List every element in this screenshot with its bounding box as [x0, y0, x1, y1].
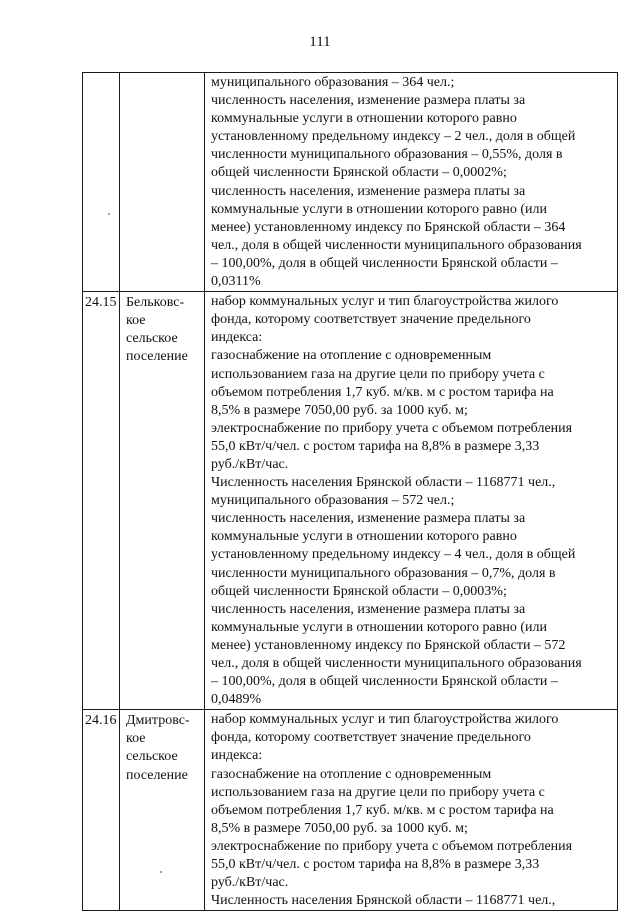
- description-line: общей численности Брянской области – 0,0002%;: [211, 165, 507, 181]
- description-line: коммунальные услуги в отношении которого равно: [211, 529, 517, 545]
- row-number-cell: [83, 292, 120, 710]
- row-number: 24.15: [85, 295, 117, 311]
- description-line: 55,0 кВт/ч/чел. с ростом тарифа на 8,8% в размере 3,33: [211, 438, 540, 454]
- description-line: использованием газа на другие цели по прибору учета с: [211, 366, 545, 382]
- description-text: [205, 710, 617, 910]
- description-line: использованием газа на другие цели по прибору учета с: [211, 784, 545, 800]
- description-text: [205, 292, 617, 709]
- table-row-24-16: [83, 710, 618, 911]
- municipality-name-line: кое: [126, 313, 146, 329]
- scan-speck: [160, 871, 162, 873]
- municipality-name-cell: [120, 710, 205, 911]
- description-line: набор коммунальных услуг и тип благоустройства жилого: [211, 294, 559, 310]
- description-line: Численность населения Брянской области – 1168771 чел.,: [211, 893, 556, 909]
- table-row-24-15: [83, 292, 618, 710]
- description-line: руб./кВт/час.: [211, 456, 289, 472]
- description-line: газоснабжение на отопление с одновременным: [211, 348, 492, 364]
- municipality-name-line: кое: [126, 731, 146, 747]
- description-line: муниципального образования – 364 чел.;: [211, 75, 455, 90]
- municipality-name: [120, 710, 204, 784]
- row-number: 24.16: [85, 713, 117, 729]
- description-cell: [205, 73, 618, 292]
- municipality-name: [120, 292, 204, 366]
- municipality-name-line: поселение: [126, 767, 188, 783]
- description-cell: [205, 710, 618, 911]
- page-number: 111: [309, 34, 331, 50]
- description-line: объемом потребления 1,7 куб. м/кв. м с ростом тарифа на: [211, 384, 554, 400]
- description-line: чел., доля в общей численности муниципального образования: [211, 237, 582, 253]
- description-line: – 100,00%, доля в общей численности Брянской области –: [211, 674, 558, 690]
- scan-speck: [108, 213, 110, 215]
- description-line: 8,5% в размере 7050,00 руб. за 1000 куб. м;: [211, 820, 468, 836]
- description-line: менее) установленному индексу по Брянской области – 364: [211, 219, 566, 235]
- description-line: 0,0311%: [211, 274, 261, 290]
- row-number: [83, 73, 119, 75]
- description-text: [205, 73, 617, 291]
- description-line: руб./кВт/час.: [211, 875, 289, 891]
- description-line: коммунальные услуги в отношении которого равно (или: [211, 619, 547, 635]
- limit-index-table: [82, 72, 618, 911]
- description-line: фонда, которому соответствует значение предельного: [211, 312, 531, 328]
- table-row-continuation: [83, 73, 618, 292]
- description-line: индекса:: [211, 330, 263, 346]
- description-line: муниципального образования – 572 чел.;: [211, 493, 455, 509]
- description-line: численность населения, изменение размера платы за: [211, 183, 526, 199]
- row-number-cell: [83, 710, 120, 911]
- municipality-name-line: сельское: [126, 331, 178, 347]
- description-line: численности муниципального образования – 0,7%, доля в: [211, 565, 556, 581]
- description-line: численность населения, изменение размера платы за: [211, 601, 526, 617]
- municipality-name-cell: [120, 292, 205, 710]
- description-line: Численность населения Брянской области – 1168771 чел.,: [211, 475, 556, 491]
- description-line: чел., доля в общей численности муниципального образования: [211, 656, 582, 671]
- description-line: установленному предельному индексу – 2 чел., доля в общей: [211, 129, 576, 145]
- description-line: 8,5% в размере 7050,00 руб. за 1000 куб. м;: [211, 402, 468, 418]
- description-line: установленному предельному индексу – 4 чел., доля в общей: [211, 547, 576, 563]
- description-line: численность населения, изменение размера платы за: [211, 93, 526, 109]
- description-line: 55,0 кВт/ч/чел. с ростом тарифа на 8,8% в размере 3,33: [211, 857, 540, 873]
- description-line: численности муниципального образования – 0,55%, доля в: [211, 147, 563, 163]
- description-cell: [205, 292, 618, 710]
- description-line: индекса:: [211, 748, 263, 764]
- municipality-name-cell: [120, 73, 205, 292]
- municipality-name-line: Дмитровс-: [126, 713, 190, 729]
- municipality-name-line: Бельковс-: [126, 295, 185, 311]
- row-number-cell: [83, 73, 120, 292]
- description-line: коммунальные услуги в отношении которого равно (или: [211, 201, 547, 217]
- description-line: менее) установленному индексу по Брянской области – 572: [211, 637, 566, 653]
- description-line: численность населения, изменение размера платы за: [211, 511, 526, 527]
- description-line: электроснабжение по прибору учета с объемом потребления: [211, 838, 573, 854]
- municipality-name-line: поселение: [126, 349, 188, 365]
- description-line: газоснабжение на отопление с одновременным: [211, 766, 492, 782]
- description-line: электроснабжение по прибору учета с объемом потребления: [211, 420, 573, 436]
- description-line: общей численности Брянской области – 0,0003%;: [211, 583, 507, 599]
- description-line: коммунальные услуги в отношении которого равно: [211, 111, 517, 127]
- municipality-name-line: сельское: [126, 749, 178, 765]
- description-line: объемом потребления 1,7 куб. м/кв. м с ростом тарифа на: [211, 802, 554, 818]
- description-line: набор коммунальных услуг и тип благоустройства жилого: [211, 712, 559, 728]
- description-line: фонда, которому соответствует значение предельного: [211, 730, 531, 746]
- description-line: 0,0489%: [211, 692, 262, 708]
- description-line: – 100,00%, доля в общей численности Брянской области –: [211, 255, 558, 271]
